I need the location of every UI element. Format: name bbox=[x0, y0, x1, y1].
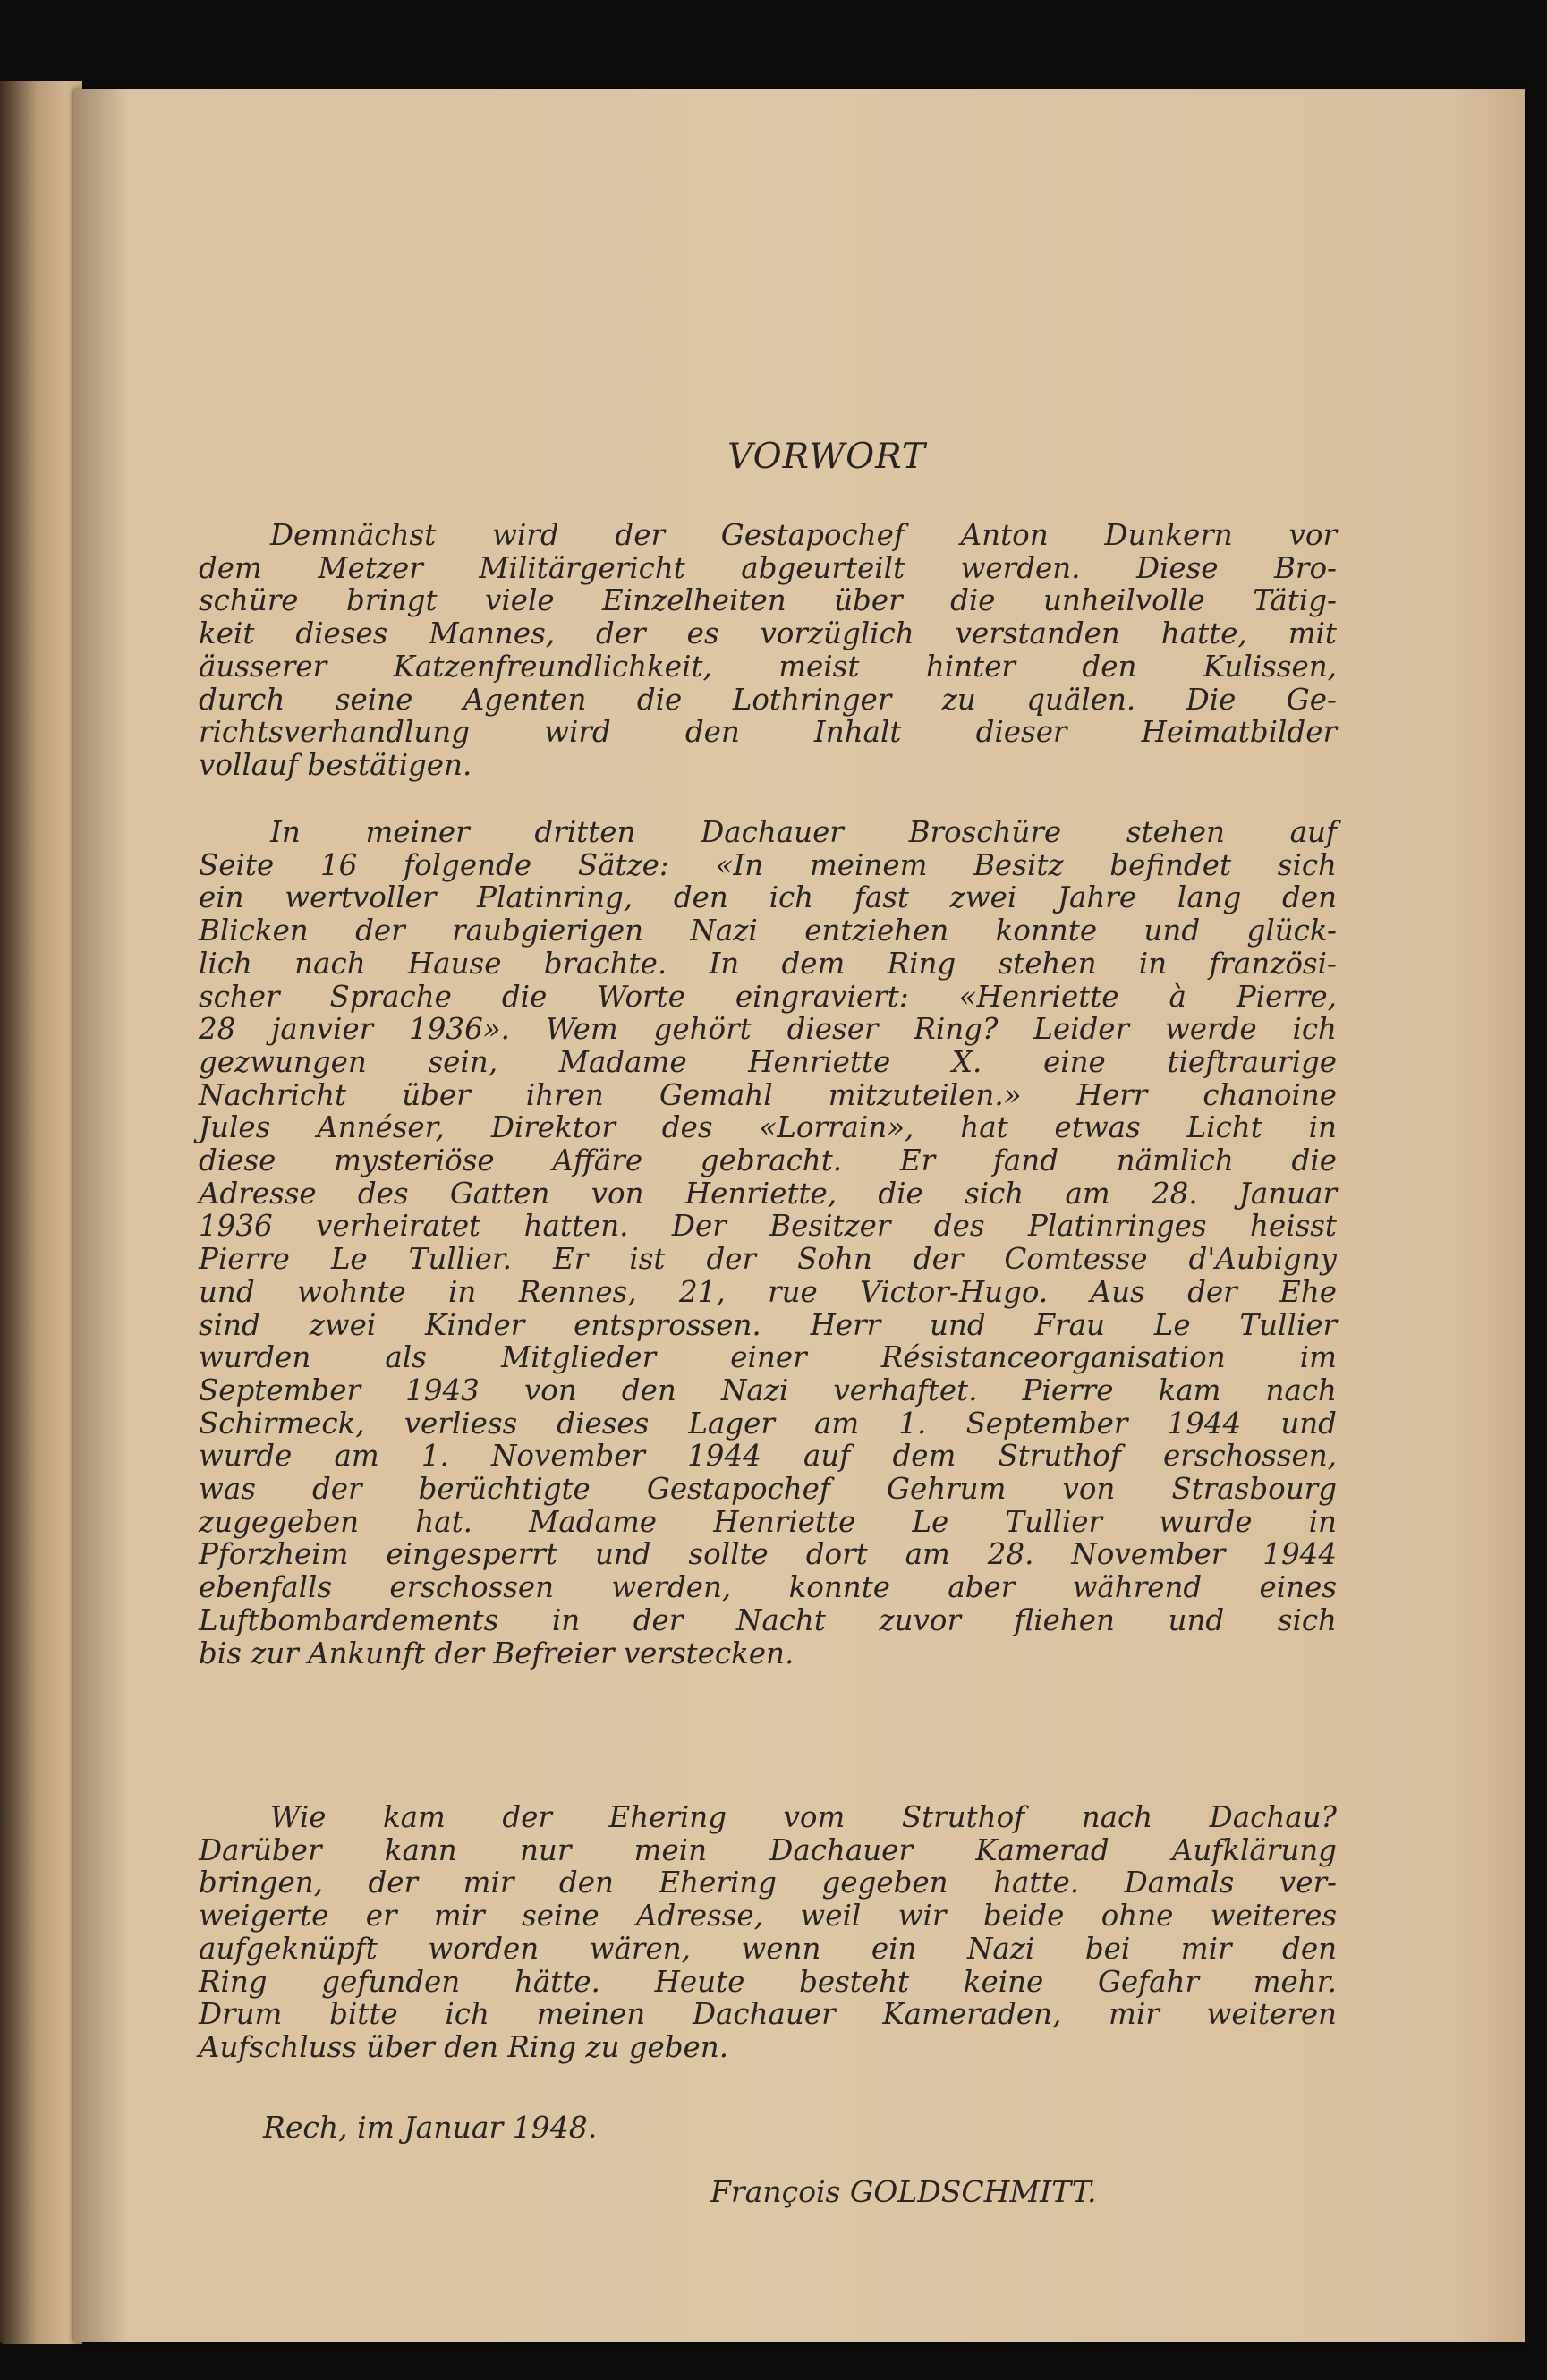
text-line: Demnächst wird der Gestapochef Anton Dunkern vor bbox=[270, 518, 1337, 552]
page-heading: VORWORT bbox=[727, 437, 926, 477]
text-line: Adresse des Gatten von Henriette, die sich am 28. Januar bbox=[199, 1176, 1337, 1211]
text-line: wurden als Mitglieder einer Résistanceorganisation im bbox=[199, 1340, 1337, 1375]
text-line: Ring gefunden hätte. Heute besteht keine Gefahr mehr. bbox=[199, 1964, 1337, 1999]
paragraph-ring-story bbox=[199, 816, 1337, 1670]
text-line: aufgeknüpft worden wären, wenn ein Nazi bei mir den bbox=[199, 1931, 1337, 1966]
paragraph-intro bbox=[199, 519, 1337, 782]
text-line: vollauf bestätigen. bbox=[199, 747, 472, 782]
text-line: durch seine Agenten die Lothringer zu quälen. Die Ge- bbox=[199, 682, 1337, 717]
author-signature: François GOLDSCHMITT. bbox=[710, 2174, 1097, 2209]
text-line: was der berüchtigte Gestapochef Gehrum von Strasbourg bbox=[199, 1472, 1337, 1507]
text-line: Seite 16 folgende Sätze: «In meinem Besitz befindet sich bbox=[199, 847, 1337, 882]
text-line: September 1943 von den Nazi verhaftet. Pierre kam nach bbox=[199, 1373, 1337, 1407]
text-line: keit dieses Mannes, der es vorzüglich verstanden hatte, mit bbox=[199, 616, 1337, 651]
text-line: Aufschluss über den Ring zu geben. bbox=[199, 2029, 729, 2064]
text-line: Darüber kann nur mein Dachauer Kamerad Aufklärung bbox=[199, 1832, 1337, 1867]
text-line: weigerte er mir seine Adresse, weil wir beide ohne weiteres bbox=[199, 1899, 1337, 1934]
text-line: und wohnte in Rennes, 21, rue Victor-Hugo. Aus der Ehe bbox=[199, 1274, 1337, 1309]
text-line: Pforzheim eingesperrt und sollte dort am 28. November 1944 bbox=[199, 1537, 1337, 1572]
text-line: äusserer Katzenfreundlichkeit, meist hinter den Kulissen, bbox=[199, 649, 1337, 684]
place-and-date: Rech, im Januar 1948. bbox=[263, 2110, 598, 2145]
text-line: Blicken der raubgierigen Nazi entziehen konnte und glück- bbox=[199, 914, 1337, 948]
text-line: sind zwei Kinder entsprossen. Herr und Frau Le Tullier bbox=[199, 1307, 1337, 1342]
text-line: Wie kam der Ehering vom Struthof nach Dachau? bbox=[270, 1800, 1337, 1834]
text-line: 1936 verheiratet hatten. Der Besitzer des Platinringes heisst bbox=[199, 1209, 1337, 1244]
text-line: Jules Annéser, Direktor des «Lorrain», hat etwas Licht in bbox=[199, 1110, 1337, 1145]
text-line: Nachricht über ihren Gemahl mitzuteilen.» Herr chanoine bbox=[199, 1077, 1337, 1112]
text-line: ebenfalls erschossen werden, konnte aber während eines bbox=[199, 1570, 1337, 1605]
text-line: In meiner dritten Dachauer Broschüre stehen auf bbox=[270, 815, 1337, 849]
text-line: Schirmeck, verliess dieses Lager am 1. September 1944 und bbox=[199, 1406, 1337, 1441]
text-line: zugegeben hat. Madame Henriette Le Tullier wurde in bbox=[199, 1504, 1337, 1539]
book-page bbox=[73, 89, 1525, 2342]
previous-page-edge bbox=[0, 81, 82, 2344]
text-line: dem Metzer Militärgericht abgeurteilt werden. Diese Bro- bbox=[199, 550, 1337, 585]
text-line: scher Sprache die Worte eingraviert: «Henriette à Pierre, bbox=[199, 979, 1337, 1014]
text-line: 28 janvier 1936». Wem gehört dieser Ring? Leider werde ich bbox=[199, 1012, 1337, 1047]
gutter-shadow bbox=[73, 89, 127, 2342]
text-line: bis zur Ankunft der Befreier verstecken. bbox=[199, 1636, 795, 1670]
text-line: wurde am 1. November 1944 auf dem Struthof erschossen, bbox=[199, 1439, 1337, 1474]
text-line: richtsverhandlung wird den Inhalt dieser Heimatbilder bbox=[199, 715, 1337, 750]
text-line: lich nach Hause brachte. In dem Ring stehen in französi- bbox=[199, 946, 1337, 981]
paragraph-question bbox=[199, 1801, 1337, 2064]
text-line: Luftbombardements in der Nacht zuvor fliehen und sich bbox=[199, 1602, 1337, 1637]
text-line: schüre bringt viele Einzelheiten über die unheilvolle Tätig- bbox=[199, 583, 1337, 618]
text-line: ein wertvoller Platinring, den ich fast zwei Jahre lang den bbox=[199, 880, 1337, 915]
text-line: gezwungen sein, Madame Henriette X. eine tieftraurige bbox=[199, 1044, 1337, 1079]
text-line: diese mysteriöse Affäre gebracht. Er fand nämlich die bbox=[199, 1143, 1337, 1178]
text-line: Pierre Le Tullier. Er ist der Sohn der Comtesse d'Aubigny bbox=[199, 1242, 1337, 1277]
text-line: Drum bitte ich meinen Dachauer Kameraden, mir weiteren bbox=[199, 1997, 1337, 2032]
text-line: bringen, der mir den Ehering gegeben hatte. Damals ver- bbox=[199, 1866, 1337, 1900]
